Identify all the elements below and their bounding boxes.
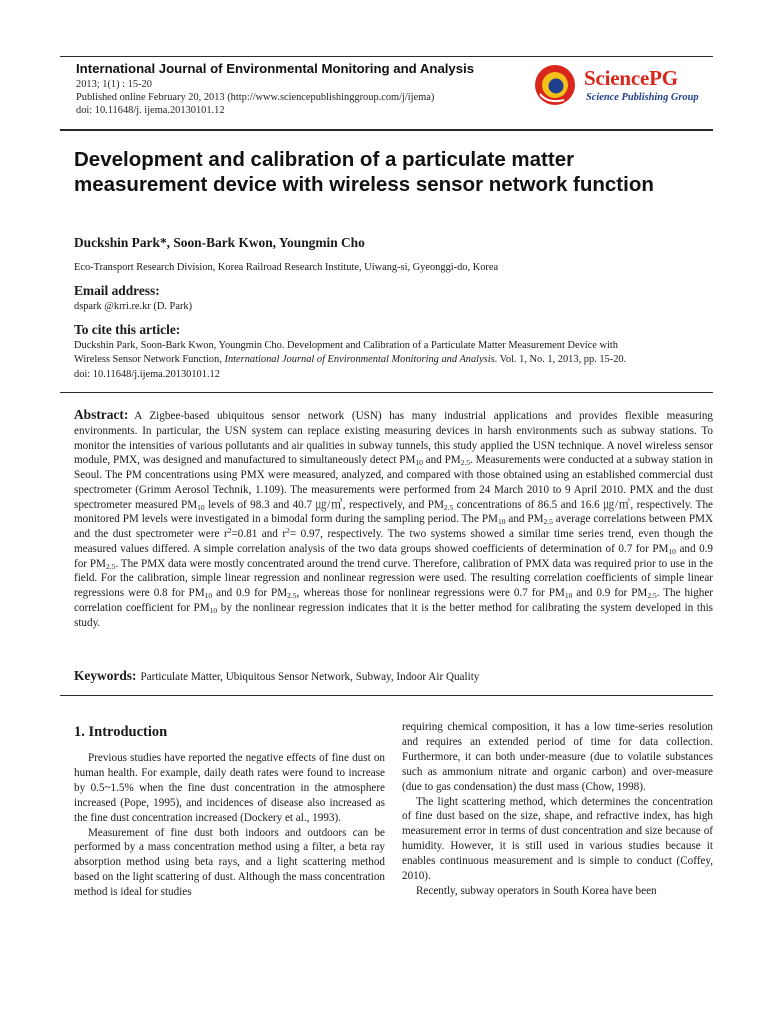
subscript: 10 <box>497 517 506 527</box>
intro-paragraph: Recently, subway operators in South Korea have been <box>416 884 657 897</box>
email-address: dspark @krri.re.kr (D. Park) <box>74 301 193 312</box>
left-column <box>74 751 385 900</box>
email-heading: Email address: <box>74 283 160 298</box>
section-heading-introduction: 1. Introduction <box>74 724 168 740</box>
citation <box>74 339 626 382</box>
citation-journal: International Journal of Environmental Monitoring and Analysis <box>224 354 495 366</box>
abstract-text: and PM <box>505 513 544 526</box>
abstract-text: , whereas those for nonlinear regressions were 0.7 for PM <box>296 587 565 599</box>
intro-paragraph: requiring chemical composition, it has a low time-series resolution and requires an extended period of time for data collection. Furthermore, it can both under-measure (due to volatile substances such as ammonium nitrate and organic carbon) and over-measure (due to gas condensation) the dust mass (Chow, 1998). <box>402 721 713 793</box>
subscript: 10 <box>209 605 218 615</box>
header-bottom-rule <box>60 129 713 131</box>
published-line: Published online February 20, 2013 (http://www.sciencepublishinggroup.com/j/ijema) <box>76 92 435 103</box>
sciencepg-logo <box>534 64 714 108</box>
subscript: 10 <box>204 591 213 600</box>
citation-line-1: Duckshin Park, Soon-Bark Kwon, Youngmin Cho. Development and Calibration of a Particulate Matter Measurement Device with <box>74 340 618 351</box>
abstract-text: =0.81 and r <box>231 528 287 540</box>
abstract-text: = 0.97, respectively. The two systems showed a similar time series trend, even though the measured values differed. A simple correlation analysis of the two data groups showed coefficients of determination of 0.7 for PM <box>74 528 713 555</box>
header-top-rule <box>60 56 713 57</box>
abstract-text: concentrations of 86.5 and 16.6 ㎍/㎥, respectively. The monitored PM levels were investigated in a bimodal form during the sampling period. The PM <box>74 498 713 526</box>
citation-line-2 <box>74 353 626 367</box>
abstract-text: . Measurements were conducted at a subway station in Seoul. The PM concentrations using PMX were measured, analyzed, and compared with those obtained using an established commercial dust spectrometer (Grimm Aerosol Technik, 1.109). The measurements were performed from 24 March 2010 to 9 April 2010. PMX and the dust spectrometer measured PM <box>74 454 713 511</box>
abstract-text: and 0.9 for PM <box>74 542 713 570</box>
journal-title: International Journal of Environmental Monitoring and Analysis <box>76 61 475 76</box>
superscript: 2 <box>227 526 232 535</box>
right-column <box>402 720 713 899</box>
abstract-text: . The PMX data were mostly concentrated around the trend curve. Therefore, calibration of PMX data was required prior to use in the field. For the calibration, simple linear regression and nonlinear regression were used. The resulting correlation coefficients of simple linear regressions were 0.8 for PM <box>74 557 713 599</box>
citation-text: Wireless Sensor Network Function, <box>74 354 225 366</box>
abstract-text: and PM <box>422 454 461 467</box>
subscript: 2.5 <box>460 458 471 468</box>
subscript: 10 <box>415 458 423 468</box>
citation-volume: . Vol. 1, No. 1, 2013, pp. 15-20. <box>494 354 627 366</box>
doi-line: doi: 10.11648/j. ijema.20130101.12 <box>76 105 225 116</box>
subscript: 2.5 <box>287 591 297 600</box>
abstract-text: by the nonlinear regression indicates that it is the better method for calibrating the system developed in this study. <box>74 601 713 629</box>
keywords <box>74 668 479 684</box>
subscript: 10 <box>668 546 676 556</box>
keywords-bottom-rule <box>60 695 713 696</box>
keywords-value: Particulate Matter, Ubiquitous Sensor Network, Subway, Indoor Air Quality <box>140 671 480 683</box>
affiliation: Eco-Transport Research Division, Korea Railroad Research Institute, Uiwang-si, Gyeonggi-do, Korea <box>74 262 499 273</box>
citation-doi: doi: 10.11648/j.ijema.20130101.12 <box>74 368 220 380</box>
superscript: 2 <box>286 526 290 535</box>
sciencepg-logo-icon <box>534 64 576 106</box>
subscript: 2.5 <box>443 502 454 512</box>
subscript: 2.5 <box>543 517 553 527</box>
authors: Duckshin Park*, Soon-Bark Kwon, Youngmin Cho <box>74 235 365 250</box>
paper-title: Development and calibration of a particulate matter measurement device with wireless sensor network function <box>74 148 654 196</box>
abstract-label: Abstract: <box>74 407 129 422</box>
abstract-text: and 0.9 for PM <box>212 587 288 599</box>
subscript: 10 <box>197 502 205 512</box>
intro-paragraph: Measurement of fine dust both indoors and outdoors can be performed by a mass concentration method using a filter, a beta ray absorption method using beta rays, and a light scattering method based on the light scattering of dust. Although the mass concentration method is ideal for studies <box>74 826 385 899</box>
keywords-label: Keywords: <box>74 668 137 683</box>
abstract-text: A Zigbee-based ubiquitous sensor network (USN) has many industrial applications and provides flexible measuring environments. In particular, the USN system can replace existing measuring devices in harsh environments such as subway stations. To monitor the intensities of various pollutants and air qualities in subway tunnels, this study applied the USN technique. A novel wireless sensor module, PMX, was designed and manufactured to simultaneously detect PM <box>74 410 713 467</box>
intro-paragraph: Previous studies have reported the negative effects of fine dust on human health. For example, daily death rates were found to increase by 0.5~1.5% when the fine dust concentration in the atmosphere increased (Pope, 1995), and incidences of disease also increased as the fine dust concentration increased (Dockery et al., 1993). <box>74 752 385 824</box>
subscript: 2.5 <box>105 561 116 571</box>
intro-paragraph: The light scattering method, which determines the concentration of fine dust based on the size, shape, and refractive index, has high measurement error in terms of dust concentration and size because of humidity. However, it is still used in various studies because it enables continuous measurement and is simple to conduct (Coffey, 2010). <box>402 795 713 883</box>
abstract-text: . The higher correlation coefficient for PM <box>74 587 713 614</box>
subscript: 10 <box>564 591 573 600</box>
abstract-text: average correlations between PMX and the dust spectrometer were r <box>74 513 713 540</box>
logo-subtitle: Science Publishing Group <box>586 92 699 103</box>
volume-line: 2013; 1(1) : 15-20 <box>76 79 152 90</box>
abstract-text: and 0.9 for PM <box>572 587 648 599</box>
logo-name: SciencePG <box>584 66 678 90</box>
subscript: 2.5 <box>647 591 657 600</box>
abstract-top-rule <box>60 392 713 393</box>
cite-heading: To cite this article: <box>74 322 181 337</box>
abstract-text: levels of 98.3 and 40.7 ㎍/㎥, respectively, and PM <box>204 498 444 511</box>
abstract <box>74 408 713 630</box>
